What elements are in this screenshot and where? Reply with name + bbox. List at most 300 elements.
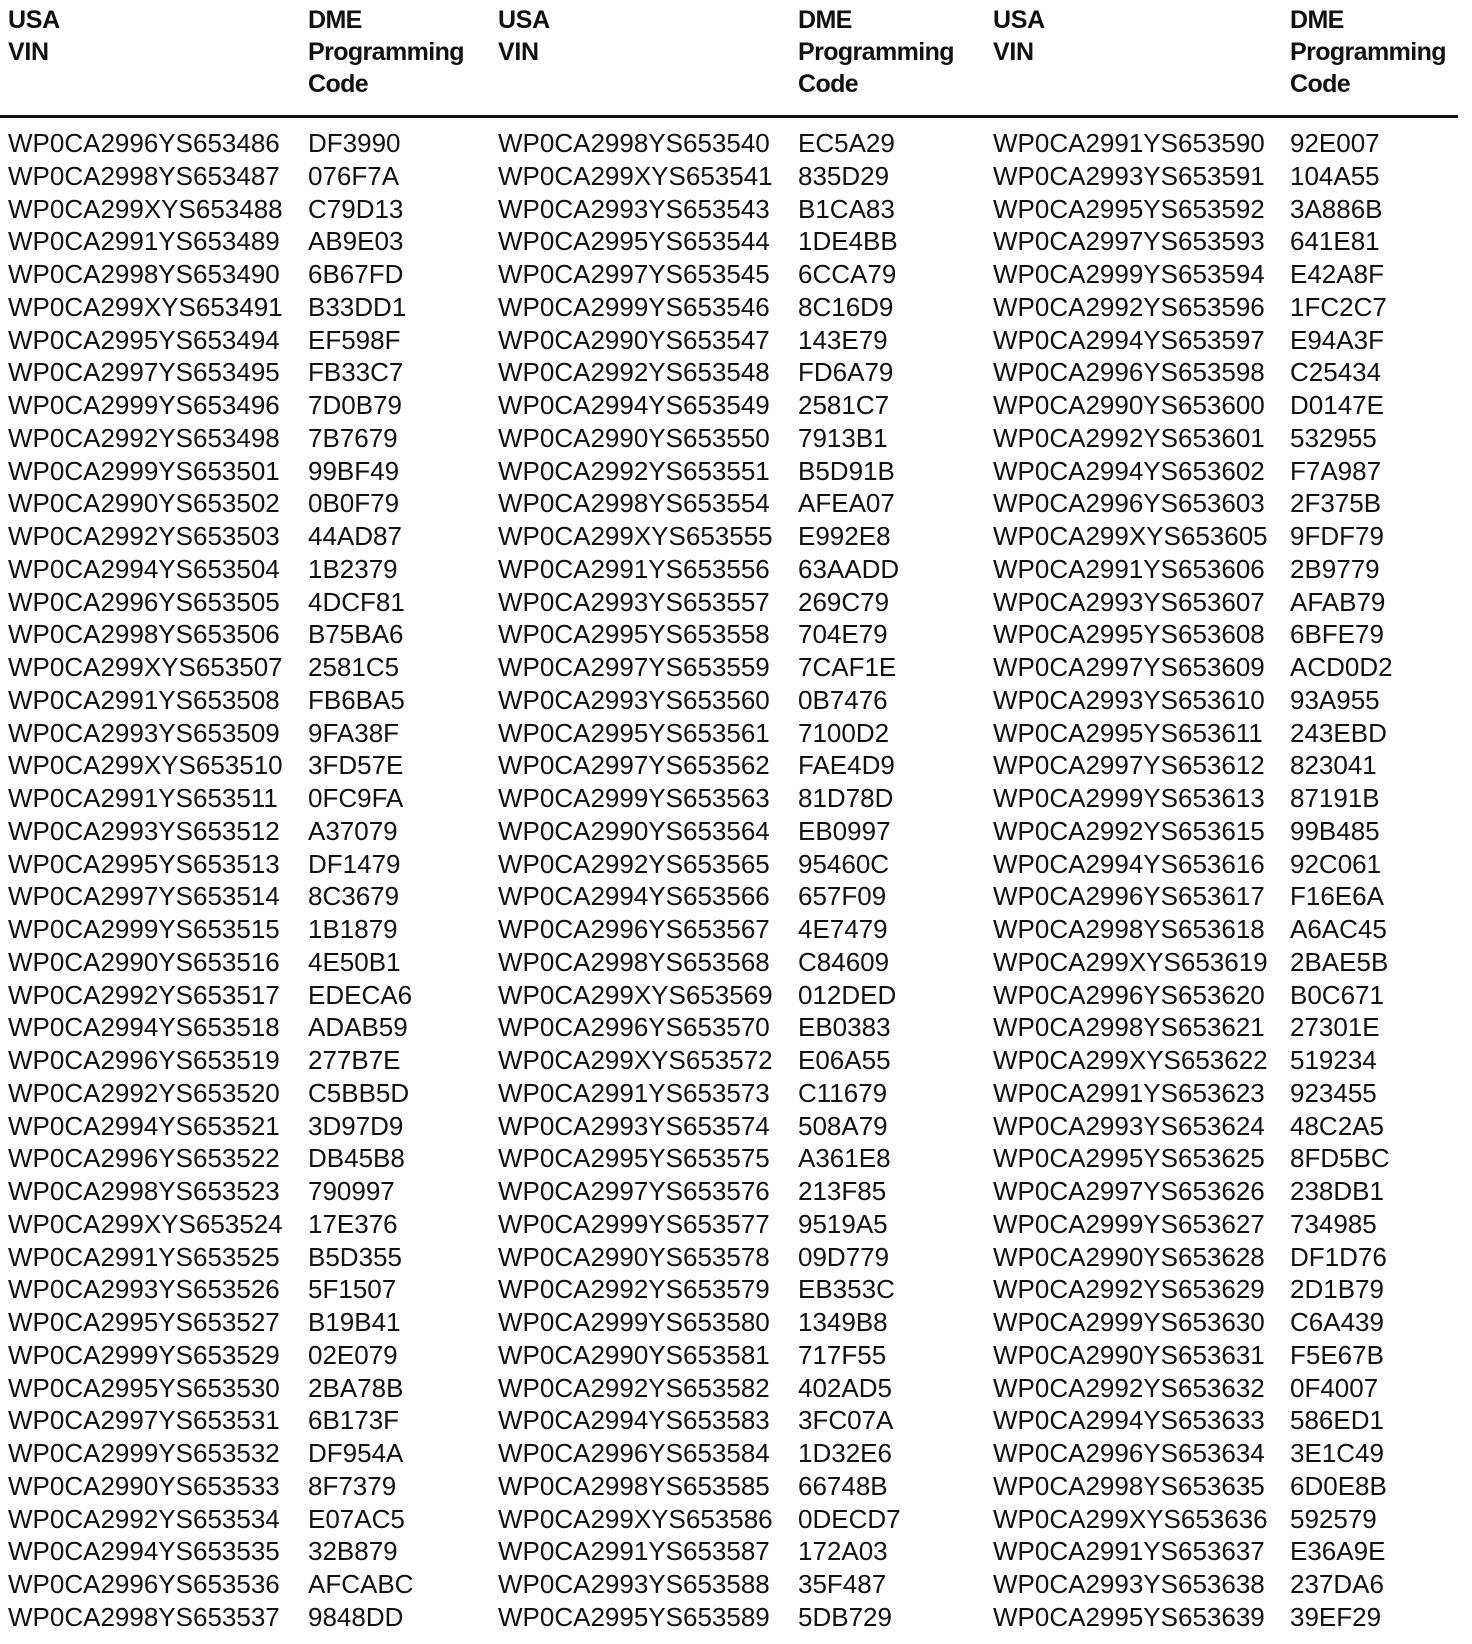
dme-code-cell: 92E007 <box>1290 128 1380 158</box>
vin-cell: WP0CA2997YS653559 <box>498 652 770 682</box>
vin-cell: WP0CA2995YS653575 <box>498 1143 770 1174</box>
table-row <box>8 749 468 782</box>
vin-cell: WP0CA2990YS653628 <box>993 1241 1265 1272</box>
table-row <box>498 193 958 226</box>
table-row <box>993 880 1453 913</box>
vin-cell: WP0CA2994YS653602 <box>993 455 1265 486</box>
code-header-line: Code <box>798 70 859 98</box>
vin-cell: WP0CA2995YS653527 <box>8 1307 280 1337</box>
dme-code-cell: 99BF49 <box>308 455 400 486</box>
vin-cell: WP0CA2999YS653627 <box>993 1208 1265 1239</box>
dme-code-cell: 3FD57E <box>308 750 404 781</box>
dme-code-cell: 8FD5BC <box>1290 1143 1390 1174</box>
vin-cell: WP0CA2993YS653624 <box>993 1110 1265 1141</box>
dme-code-cell: 6B67FD <box>308 259 404 289</box>
vin-cell: WP0CA2996YS653536 <box>8 1569 280 1599</box>
dme-code-cell: 6BFE79 <box>1290 619 1384 650</box>
vin-cell: WP0CA2997YS653576 <box>498 1176 770 1206</box>
table-row <box>498 127 958 160</box>
dme-code-cell: ADAB59 <box>308 1012 408 1043</box>
vin-cell: WP0CA2996YS653598 <box>993 357 1265 388</box>
vin-cell: WP0CA2994YS653566 <box>498 881 770 912</box>
vin-cell: WP0CA2990YS653578 <box>498 1241 770 1272</box>
dme-code-cell: 641E81 <box>1290 226 1380 257</box>
vin-cell: WP0CA2994YS653549 <box>498 390 770 420</box>
dme-code-cell: 1FC2C7 <box>1290 291 1387 322</box>
table-row <box>8 1175 468 1208</box>
vin-cell: WP0CA2992YS653498 <box>8 422 280 453</box>
vin-cell: WP0CA2998YS653487 <box>8 160 280 191</box>
dme-code-cell: FB6BA5 <box>308 684 405 715</box>
table-row <box>8 1404 468 1437</box>
dme-code-cell: 3E1C49 <box>1290 1438 1384 1468</box>
vin-cell: WP0CA2996YS653505 <box>8 586 280 617</box>
vin-cell: WP0CA2991YS653606 <box>993 553 1265 584</box>
table-row <box>8 225 468 258</box>
table-row <box>498 946 958 979</box>
vin-cell: WP0CA2998YS653554 <box>498 488 770 519</box>
vin-cell: WP0CA2998YS653537 <box>8 1601 280 1632</box>
table-row <box>993 422 1453 455</box>
dme-code-cell: EB0383 <box>798 1012 891 1043</box>
vin-cell: WP0CA2992YS653629 <box>993 1274 1265 1305</box>
table-row <box>993 1142 1453 1175</box>
dme-code-cell: 0F4007 <box>1290 1372 1379 1403</box>
table-row <box>993 324 1453 357</box>
dme-code-cell: 81D78D <box>798 783 894 813</box>
table-row <box>993 1241 1453 1274</box>
vin-cell: WP0CA2993YS653509 <box>8 717 280 748</box>
dme-code-cell: 7CAF1E <box>798 652 897 682</box>
vin-cell: WP0CA2993YS653591 <box>993 160 1265 191</box>
vin-cell: WP0CA2992YS653548 <box>498 357 770 388</box>
vin-cell: WP0CA2994YS653633 <box>993 1405 1265 1436</box>
vin-cell: WP0CA2999YS653515 <box>8 914 280 944</box>
vin-cell: WP0CA2999YS653532 <box>8 1438 280 1468</box>
table-row <box>993 848 1453 881</box>
vin-cell: WP0CA2999YS653577 <box>498 1208 770 1239</box>
dme-code-cell: AFAB79 <box>1290 586 1386 617</box>
table-row <box>498 749 958 782</box>
vin-cell: WP0CA2997YS653612 <box>993 750 1265 781</box>
table-row <box>498 1142 958 1175</box>
dme-code-cell: 277B7E <box>308 1045 401 1075</box>
vin-cell: WP0CA2994YS653597 <box>993 324 1265 355</box>
dme-code-cell: 87191B <box>1290 783 1380 813</box>
vin-cell: WP0CA2997YS653495 <box>8 357 280 388</box>
dme-code-cell: E94A3F <box>1290 324 1384 355</box>
table-row <box>993 913 1453 946</box>
code-header-line: Code <box>308 70 369 98</box>
dme-code-cell: FAE4D9 <box>798 750 895 781</box>
vin-header: USA VIN <box>8 6 59 66</box>
dme-code-cell: 66748B <box>798 1470 888 1501</box>
table-row <box>8 782 468 815</box>
dme-code-cell: 92C061 <box>1290 848 1382 879</box>
table-row <box>498 618 958 651</box>
vin-cell: WP0CA2995YS653611 <box>993 717 1263 748</box>
header-divider-rule <box>0 115 1458 118</box>
table-row <box>8 1339 468 1372</box>
table-row <box>8 815 468 848</box>
code-header-line: Programming <box>798 38 954 66</box>
dme-code-cell: B33DD1 <box>308 291 407 322</box>
table-row <box>993 127 1453 160</box>
vin-cell: WP0CA2997YS653609 <box>993 652 1265 682</box>
table-row <box>993 618 1453 651</box>
vin-cell: WP0CA2997YS653545 <box>498 259 770 289</box>
dme-code-cell: 95460C <box>798 848 890 879</box>
dme-code-cell: B1CA83 <box>798 193 895 224</box>
table-row <box>8 356 468 389</box>
vin-cell: WP0CA2993YS653543 <box>498 193 770 224</box>
dme-code-cell: 2B9779 <box>1290 553 1380 584</box>
table-row <box>993 160 1453 193</box>
dme-code-cell: 238DB1 <box>1290 1176 1384 1206</box>
vin-cell: WP0CA2996YS653634 <box>993 1438 1265 1468</box>
dme-code-cell: EB0997 <box>798 815 891 846</box>
dme-code-cell: E06A55 <box>798 1045 891 1075</box>
dme-code-cell: 02E079 <box>308 1339 398 1370</box>
vin-cell: WP0CA2993YS653526 <box>8 1274 280 1305</box>
table-row <box>498 324 958 357</box>
dme-code-cell: 48C2A5 <box>1290 1110 1384 1141</box>
table-row <box>498 1044 958 1077</box>
dme-code-cell: DF1479 <box>308 848 401 879</box>
table-row <box>498 1503 958 1536</box>
table-row <box>498 717 958 750</box>
table-row <box>8 913 468 946</box>
table-row <box>993 1175 1453 1208</box>
dme-code-cell: 717F55 <box>798 1339 887 1370</box>
vin-cell: WP0CA2999YS653546 <box>498 291 770 322</box>
vin-cell: WP0CA2992YS653615 <box>993 815 1265 846</box>
table-row <box>993 356 1453 389</box>
table-row <box>993 1404 1453 1437</box>
table-row <box>8 1601 468 1634</box>
table-row <box>498 1404 958 1437</box>
table-row <box>993 1044 1453 1077</box>
vin-cell: WP0CA2995YS653530 <box>8 1372 280 1403</box>
dme-code-cell: 213F85 <box>798 1176 887 1206</box>
vin-cell: WP0CA2993YS653557 <box>498 586 770 617</box>
vin-cell: WP0CA2998YS653490 <box>8 259 280 289</box>
vin-header: USA VIN <box>993 6 1044 66</box>
vin-cell: WP0CA2991YS653525 <box>8 1241 280 1272</box>
table-row <box>498 225 958 258</box>
table-row <box>993 979 1453 1012</box>
vin-cell: WP0CA2990YS653631 <box>993 1339 1265 1370</box>
table-row <box>498 1601 958 1634</box>
vin-cell: WP0CA299XYS653524 <box>8 1208 283 1239</box>
vin-cell: WP0CA299XYS653572 <box>498 1045 773 1075</box>
vin-cell: WP0CA2994YS653616 <box>993 848 1265 879</box>
vin-cell: WP0CA2992YS653517 <box>8 979 280 1010</box>
table-row <box>8 553 468 586</box>
vin-cell: WP0CA2994YS653535 <box>8 1536 280 1567</box>
table-row <box>993 717 1453 750</box>
table-row <box>8 1535 468 1568</box>
code-header-line: DME <box>1290 6 1344 34</box>
table-row <box>8 291 468 324</box>
table-row <box>8 422 468 455</box>
dme-code-cell: 99B485 <box>1290 815 1380 846</box>
dme-code-cell: AB9E03 <box>308 226 404 257</box>
table-row <box>498 1273 958 1306</box>
vin-cell: WP0CA2994YS653583 <box>498 1405 770 1436</box>
dme-code-cell: 104A55 <box>1290 160 1380 191</box>
dme-code-cell: 6CCA79 <box>798 259 897 289</box>
vin-cell: WP0CA2992YS653632 <box>993 1372 1265 1403</box>
vin-cell: WP0CA2990YS653550 <box>498 422 770 453</box>
table-row <box>993 455 1453 488</box>
dme-code-cell: 586ED1 <box>1290 1405 1384 1436</box>
vin-cell: WP0CA2991YS653590 <box>993 128 1265 158</box>
code-header-line: Programming <box>308 38 464 66</box>
dme-code-cell: 09D779 <box>798 1241 890 1272</box>
dme-code-cell: C11679 <box>798 1077 888 1108</box>
dme-code-cell: 243EBD <box>1290 717 1387 748</box>
table-row <box>993 1503 1453 1536</box>
dme-code-cell: 4E7479 <box>798 914 888 944</box>
table-row <box>498 1339 958 1372</box>
vin-cell: WP0CA2991YS653637 <box>993 1536 1265 1567</box>
vin-cell: WP0CA2995YS653625 <box>993 1143 1265 1174</box>
vin-cell: WP0CA2999YS653630 <box>993 1307 1265 1337</box>
table-row <box>993 1110 1453 1143</box>
table-row <box>993 1601 1453 1634</box>
vin-cell: WP0CA2998YS653523 <box>8 1176 280 1206</box>
vin-cell: WP0CA299XYS653569 <box>498 979 773 1010</box>
dme-code-cell: B75BA6 <box>308 619 404 650</box>
table-row <box>498 487 958 520</box>
table-row <box>8 880 468 913</box>
dme-code-cell: A37079 <box>308 815 398 846</box>
vin-cell: WP0CA2999YS653529 <box>8 1339 280 1370</box>
table-row <box>993 1372 1453 1405</box>
vin-cell: WP0CA2995YS653544 <box>498 226 770 257</box>
dme-code-cell: 1D32E6 <box>798 1438 892 1468</box>
dme-code-cell: 143E79 <box>798 324 888 355</box>
dme-code-cell: 508A79 <box>798 1110 888 1141</box>
table-row <box>498 815 958 848</box>
dme-code-cell: 790997 <box>308 1176 395 1206</box>
vin-cell: WP0CA2992YS653503 <box>8 521 280 551</box>
code-header <box>798 4 954 100</box>
table-row <box>8 1142 468 1175</box>
table-row <box>8 1503 468 1536</box>
vin-cell: WP0CA2996YS653567 <box>498 914 770 944</box>
table-row <box>498 455 958 488</box>
vin-cell: WP0CA2992YS653601 <box>993 422 1265 453</box>
dme-code-cell: 835D29 <box>798 160 890 191</box>
dme-code-cell: 237DA6 <box>1290 1569 1384 1599</box>
dme-code-cell: 3A886B <box>1290 193 1383 224</box>
dme-code-cell: 7B7679 <box>308 422 398 453</box>
dme-code-cell: 2D1B79 <box>1290 1274 1384 1305</box>
table-row <box>993 1470 1453 1503</box>
dme-code-cell: B19B41 <box>308 1307 401 1337</box>
dme-code-cell: 4E50B1 <box>308 946 401 977</box>
table-row <box>8 684 468 717</box>
vin-cell: WP0CA2992YS653582 <box>498 1372 770 1403</box>
table-row <box>498 913 958 946</box>
vin-cell: WP0CA2991YS653511 <box>8 783 278 813</box>
dme-code-cell: 823041 <box>1290 750 1377 781</box>
dme-code-cell: 35F487 <box>798 1569 887 1599</box>
table-row <box>8 1241 468 1274</box>
table-row <box>498 258 958 291</box>
table-row <box>498 291 958 324</box>
table-row <box>498 1306 958 1339</box>
table-row <box>498 422 958 455</box>
table-row <box>8 1437 468 1470</box>
table-row <box>8 1470 468 1503</box>
vin-cell: WP0CA2993YS653607 <box>993 586 1265 617</box>
vin-cell: WP0CA2991YS653623 <box>993 1077 1265 1108</box>
dme-code-cell: E42A8F <box>1290 259 1384 289</box>
dme-code-cell: EDECA6 <box>308 979 413 1010</box>
vin-cell: WP0CA2996YS653617 <box>993 881 1265 912</box>
code-header-line: Code <box>1290 70 1351 98</box>
table-row <box>498 1568 958 1601</box>
vin-cell: WP0CA299XYS653622 <box>993 1045 1268 1075</box>
vin-cell: WP0CA2999YS653563 <box>498 783 770 813</box>
vin-cell: WP0CA2998YS653568 <box>498 946 770 977</box>
vin-cell: WP0CA2997YS653531 <box>8 1405 280 1436</box>
table-row <box>993 193 1453 226</box>
vin-cell: WP0CA2991YS653508 <box>8 684 280 715</box>
vin-cell: WP0CA2995YS653513 <box>8 848 280 879</box>
vin-cell: WP0CA2996YS653620 <box>993 979 1265 1010</box>
table-row <box>993 782 1453 815</box>
vin-cell: WP0CA2998YS653635 <box>993 1470 1265 1501</box>
table-row <box>498 586 958 619</box>
table-row <box>993 946 1453 979</box>
vin-cell: WP0CA2992YS653579 <box>498 1274 770 1305</box>
dme-code-cell: 9FDF79 <box>1290 521 1384 551</box>
table-row <box>993 520 1453 553</box>
table-row <box>8 1568 468 1601</box>
dme-code-cell: ACD0D2 <box>1290 652 1393 682</box>
table-row <box>993 1077 1453 1110</box>
table-row <box>8 193 468 226</box>
table-row <box>498 684 958 717</box>
vin-cell: WP0CA2999YS653501 <box>8 455 280 486</box>
vin-cell: WP0CA2995YS653639 <box>993 1601 1265 1632</box>
dme-code-cell: A6AC45 <box>1290 914 1387 944</box>
table-row <box>8 1372 468 1405</box>
dme-code-cell: E36A9E <box>1290 1536 1386 1567</box>
vin-cell: WP0CA2991YS653573 <box>498 1077 770 1108</box>
vin-cell: WP0CA2992YS653565 <box>498 848 770 879</box>
vin-cell: WP0CA2995YS653558 <box>498 619 770 650</box>
vin-cell: WP0CA2995YS653561 <box>498 717 770 748</box>
table-row <box>498 160 958 193</box>
dme-code-cell: 9848DD <box>308 1601 404 1632</box>
vin-cell: WP0CA2995YS653592 <box>993 193 1265 224</box>
table-row <box>8 127 468 160</box>
code-header <box>1290 4 1446 100</box>
table-row <box>8 1273 468 1306</box>
vin-cell: WP0CA2995YS653589 <box>498 1601 770 1632</box>
table-row <box>993 487 1453 520</box>
vin-cell: WP0CA2995YS653494 <box>8 324 280 355</box>
vin-cell: WP0CA2996YS653603 <box>993 488 1265 519</box>
dme-code-cell: 8C16D9 <box>798 291 894 322</box>
table-row <box>498 848 958 881</box>
dme-code-cell: 519234 <box>1290 1045 1377 1075</box>
dme-code-cell: 1DE4BB <box>798 226 898 257</box>
vin-cell: WP0CA2993YS653560 <box>498 684 770 715</box>
table-row <box>993 651 1453 684</box>
dme-code-cell: 9519A5 <box>798 1208 888 1239</box>
vin-cell: WP0CA2993YS653588 <box>498 1569 770 1599</box>
dme-code-cell: A361E8 <box>798 1143 891 1174</box>
vin-cell: WP0CA2998YS653618 <box>993 914 1265 944</box>
table-row <box>498 1077 958 1110</box>
dme-code-cell: 63AADD <box>798 553 900 584</box>
dme-code-cell: C25434 <box>1290 357 1382 388</box>
dme-code-cell: DF3990 <box>308 128 401 158</box>
table-row <box>498 1372 958 1405</box>
table-row <box>498 651 958 684</box>
table-row <box>8 1110 468 1143</box>
table-row <box>498 1470 958 1503</box>
dme-code-cell: 7100D2 <box>798 717 890 748</box>
dme-code-cell: 2F375B <box>1290 488 1382 519</box>
dme-code-cell: F16E6A <box>1290 881 1384 912</box>
vin-cell: WP0CA2992YS653551 <box>498 455 770 486</box>
dme-code-cell: B5D91B <box>798 455 895 486</box>
code-header-line: DME <box>798 6 852 34</box>
table-row <box>8 1208 468 1241</box>
dme-code-cell: 4DCF81 <box>308 586 405 617</box>
dme-code-cell: FD6A79 <box>798 357 894 388</box>
vin-cell: WP0CA299XYS653636 <box>993 1503 1268 1534</box>
vin-cell: WP0CA2996YS653570 <box>498 1012 770 1043</box>
dme-code-cell: 172A03 <box>798 1536 888 1567</box>
table-row <box>498 553 958 586</box>
dme-code-cell: C79D13 <box>308 193 404 224</box>
dme-code-cell: 5DB729 <box>798 1601 892 1632</box>
vin-cell: WP0CA2996YS653486 <box>8 128 280 158</box>
dme-code-cell: 2581C7 <box>798 390 890 420</box>
table-row <box>498 1208 958 1241</box>
dme-code-cell: AFCABC <box>308 1569 414 1599</box>
vin-cell: WP0CA2994YS653518 <box>8 1012 280 1043</box>
table-row <box>498 356 958 389</box>
code-header <box>308 4 464 100</box>
table-row <box>993 389 1453 422</box>
table-row <box>8 1306 468 1339</box>
vin-cell: WP0CA2990YS653581 <box>498 1339 770 1370</box>
table-row <box>993 225 1453 258</box>
vin-cell: WP0CA2997YS653562 <box>498 750 770 781</box>
vin-cell: WP0CA2999YS653496 <box>8 390 280 420</box>
vin-header: USA VIN <box>498 6 549 66</box>
dme-code-cell: 0FC9FA <box>308 783 404 813</box>
vin-cell: WP0CA299XYS653510 <box>8 750 283 781</box>
dme-code-cell: C5BB5D <box>308 1077 410 1108</box>
dme-code-cell: 5F1507 <box>308 1274 397 1305</box>
table-row <box>993 586 1453 619</box>
vin-cell: WP0CA299XYS653605 <box>993 521 1268 551</box>
table-row <box>498 1241 958 1274</box>
vin-cell: WP0CA299XYS653507 <box>8 652 283 682</box>
table-row <box>498 1175 958 1208</box>
vin-cell: WP0CA2994YS653504 <box>8 553 280 584</box>
